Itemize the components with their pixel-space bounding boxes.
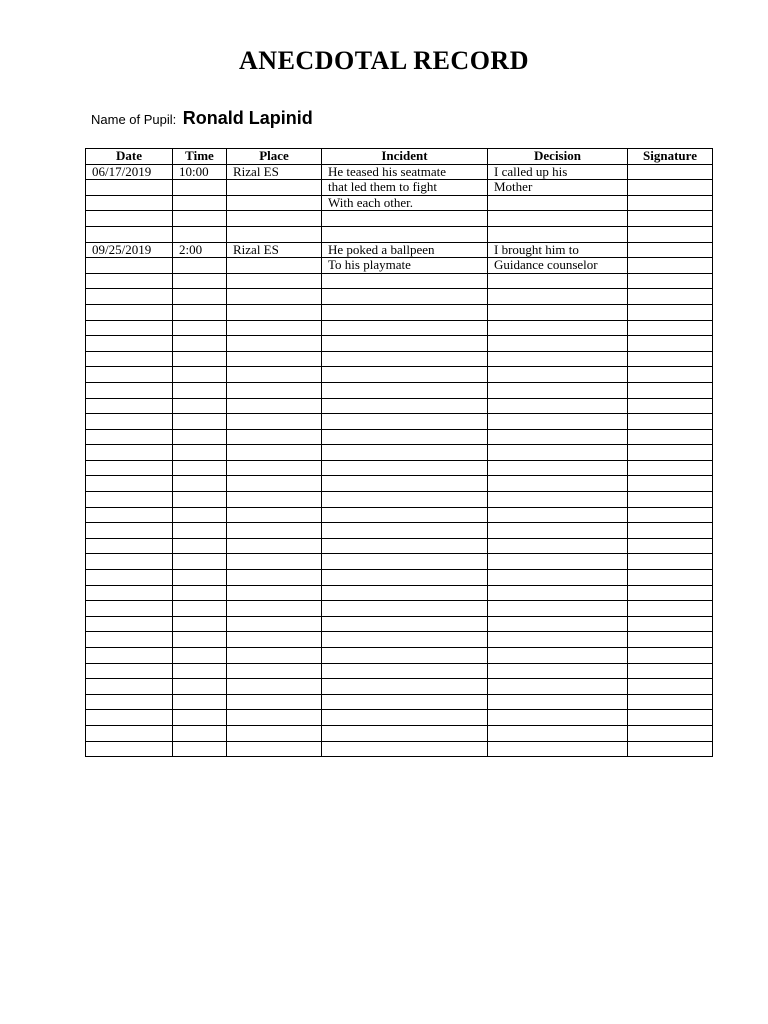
- cell-decision: Mother: [488, 180, 628, 196]
- cell-decision: [488, 601, 628, 617]
- cell-time: [173, 632, 227, 648]
- cell-date: [86, 741, 173, 757]
- cell-time: [173, 382, 227, 398]
- column-header-signature: Signature: [628, 149, 713, 165]
- cell-place: [227, 195, 322, 211]
- cell-date: [86, 648, 173, 664]
- cell-decision: [488, 336, 628, 352]
- cell-signature: [628, 351, 713, 367]
- table-row: [86, 679, 713, 695]
- cell-signature: [628, 226, 713, 242]
- cell-date: [86, 585, 173, 601]
- cell-decision: [488, 320, 628, 336]
- cell-signature: [628, 273, 713, 289]
- cell-incident: [322, 398, 488, 414]
- cell-time: [173, 648, 227, 664]
- cell-time: [173, 180, 227, 196]
- cell-date: [86, 414, 173, 430]
- cell-date: [86, 679, 173, 695]
- cell-signature: [628, 382, 713, 398]
- cell-date: [86, 710, 173, 726]
- cell-place: [227, 226, 322, 242]
- cell-place: Rizal ES: [227, 164, 322, 180]
- cell-decision: [488, 226, 628, 242]
- table-row: [86, 632, 713, 648]
- table-row: [86, 414, 713, 430]
- cell-decision: [488, 304, 628, 320]
- cell-signature: [628, 538, 713, 554]
- table-row: [86, 289, 713, 305]
- cell-place: [227, 585, 322, 601]
- cell-date: [86, 663, 173, 679]
- cell-place: [227, 492, 322, 508]
- cell-date: [86, 211, 173, 227]
- table-row: [86, 554, 713, 570]
- column-header-time: Time: [173, 149, 227, 165]
- cell-time: [173, 694, 227, 710]
- cell-time: [173, 211, 227, 227]
- cell-decision: [488, 273, 628, 289]
- cell-incident: [322, 414, 488, 430]
- cell-place: [227, 289, 322, 305]
- cell-date: [86, 351, 173, 367]
- table-row: [86, 523, 713, 539]
- cell-decision: [488, 351, 628, 367]
- cell-time: [173, 585, 227, 601]
- cell-date: [86, 429, 173, 445]
- cell-time: [173, 351, 227, 367]
- column-header-incident: Incident: [322, 149, 488, 165]
- cell-place: [227, 694, 322, 710]
- table-row: [86, 507, 713, 523]
- table-row: [86, 585, 713, 601]
- table-row: [86, 741, 713, 757]
- cell-date: 06/17/2019: [86, 164, 173, 180]
- cell-date: [86, 725, 173, 741]
- cell-decision: [488, 663, 628, 679]
- cell-date: [86, 336, 173, 352]
- cell-decision: [488, 648, 628, 664]
- table-row: [86, 164, 713, 180]
- cell-incident: [322, 710, 488, 726]
- cell-decision: Guidance counselor: [488, 258, 628, 274]
- cell-signature: [628, 725, 713, 741]
- cell-signature: [628, 632, 713, 648]
- table-row: [86, 616, 713, 632]
- cell-incident: [322, 679, 488, 695]
- cell-date: [86, 398, 173, 414]
- cell-date: [86, 445, 173, 461]
- cell-time: [173, 616, 227, 632]
- cell-signature: [628, 164, 713, 180]
- table-row: [86, 320, 713, 336]
- cell-incident: [322, 226, 488, 242]
- cell-date: [86, 507, 173, 523]
- table-row: [86, 725, 713, 741]
- cell-decision: [488, 429, 628, 445]
- cell-signature: [628, 320, 713, 336]
- cell-time: [173, 476, 227, 492]
- cell-date: [86, 476, 173, 492]
- cell-time: [173, 258, 227, 274]
- cell-incident: [322, 289, 488, 305]
- cell-decision: [488, 382, 628, 398]
- cell-incident: [322, 694, 488, 710]
- table-row: [86, 538, 713, 554]
- cell-incident: [322, 725, 488, 741]
- table-row: [86, 648, 713, 664]
- cell-place: [227, 382, 322, 398]
- cell-date: [86, 601, 173, 617]
- table-row: [86, 492, 713, 508]
- cell-signature: [628, 679, 713, 695]
- column-header-date: Date: [86, 149, 173, 165]
- table-row: [86, 429, 713, 445]
- cell-place: [227, 351, 322, 367]
- cell-signature: [628, 289, 713, 305]
- cell-decision: [488, 585, 628, 601]
- cell-decision: [488, 632, 628, 648]
- cell-incident: [322, 211, 488, 227]
- cell-incident: [322, 601, 488, 617]
- cell-decision: [488, 289, 628, 305]
- cell-date: [86, 523, 173, 539]
- cell-date: [86, 694, 173, 710]
- cell-signature: [628, 523, 713, 539]
- cell-signature: [628, 195, 713, 211]
- cell-time: [173, 445, 227, 461]
- cell-place: Rizal ES: [227, 242, 322, 258]
- cell-time: [173, 554, 227, 570]
- table-row: [86, 258, 713, 274]
- table-row: [86, 476, 713, 492]
- cell-date: [86, 304, 173, 320]
- cell-decision: [488, 476, 628, 492]
- pupil-name-value: Ronald Lapinid: [182, 108, 313, 128]
- cell-time: 10:00: [173, 164, 227, 180]
- cell-place: [227, 476, 322, 492]
- cell-time: [173, 507, 227, 523]
- cell-incident: [322, 632, 488, 648]
- cell-signature: [628, 336, 713, 352]
- cell-time: [173, 226, 227, 242]
- cell-place: [227, 429, 322, 445]
- pupil-name-label: Name of Pupil:: [91, 112, 177, 127]
- cell-signature: [628, 304, 713, 320]
- table-row: [86, 601, 713, 617]
- cell-incident: [322, 507, 488, 523]
- cell-time: [173, 289, 227, 305]
- cell-incident: [322, 523, 488, 539]
- cell-incident: [322, 492, 488, 508]
- anecdotal-record-table: [85, 148, 713, 757]
- cell-decision: [488, 523, 628, 539]
- cell-place: [227, 336, 322, 352]
- table-row: [86, 710, 713, 726]
- cell-time: [173, 523, 227, 539]
- cell-incident: [322, 616, 488, 632]
- cell-time: [173, 429, 227, 445]
- cell-date: 09/25/2019: [86, 242, 173, 258]
- cell-date: [86, 226, 173, 242]
- cell-incident: [322, 570, 488, 586]
- cell-place: [227, 679, 322, 695]
- cell-date: [86, 554, 173, 570]
- cell-signature: [628, 710, 713, 726]
- cell-incident: [322, 336, 488, 352]
- cell-signature: [628, 211, 713, 227]
- cell-time: [173, 195, 227, 211]
- table-row: [86, 273, 713, 289]
- cell-place: [227, 741, 322, 757]
- cell-decision: [488, 414, 628, 430]
- cell-incident: [322, 460, 488, 476]
- document-title: ANECDOTAL RECORD: [239, 46, 529, 75]
- cell-place: [227, 632, 322, 648]
- cell-incident: [322, 648, 488, 664]
- cell-signature: [628, 570, 713, 586]
- cell-incident: He teased his seatmate: [322, 164, 488, 180]
- cell-place: [227, 460, 322, 476]
- cell-place: [227, 538, 322, 554]
- cell-place: [227, 258, 322, 274]
- cell-decision: [488, 195, 628, 211]
- table-row: [86, 398, 713, 414]
- cell-signature: [628, 445, 713, 461]
- cell-decision: I called up his: [488, 164, 628, 180]
- cell-incident: [322, 445, 488, 461]
- cell-incident: [322, 351, 488, 367]
- table-row: [86, 570, 713, 586]
- cell-date: [86, 492, 173, 508]
- table-row: [86, 460, 713, 476]
- cell-date: [86, 320, 173, 336]
- cell-decision: [488, 460, 628, 476]
- cell-date: [86, 180, 173, 196]
- cell-date: [86, 367, 173, 383]
- cell-place: [227, 710, 322, 726]
- cell-signature: [628, 429, 713, 445]
- cell-signature: [628, 242, 713, 258]
- cell-time: [173, 710, 227, 726]
- cell-incident: To his playmate: [322, 258, 488, 274]
- table-body: [86, 164, 713, 757]
- cell-incident: [322, 382, 488, 398]
- cell-incident: [322, 538, 488, 554]
- cell-signature: [628, 492, 713, 508]
- cell-signature: [628, 258, 713, 274]
- cell-date: [86, 382, 173, 398]
- cell-date: [86, 570, 173, 586]
- cell-decision: [488, 445, 628, 461]
- cell-place: [227, 663, 322, 679]
- table-row: [86, 195, 713, 211]
- cell-place: [227, 320, 322, 336]
- cell-time: [173, 273, 227, 289]
- cell-place: [227, 367, 322, 383]
- cell-signature: [628, 507, 713, 523]
- cell-decision: [488, 725, 628, 741]
- cell-incident: [322, 585, 488, 601]
- cell-date: [86, 273, 173, 289]
- cell-place: [227, 507, 322, 523]
- cell-place: [227, 554, 322, 570]
- cell-incident: [322, 429, 488, 445]
- cell-place: [227, 523, 322, 539]
- table-row: [86, 242, 713, 258]
- cell-decision: [488, 710, 628, 726]
- cell-signature: [628, 180, 713, 196]
- cell-incident: that led them to fight: [322, 180, 488, 196]
- cell-incident: He poked a ballpeen: [322, 242, 488, 258]
- table-row: [86, 445, 713, 461]
- table-row: [86, 211, 713, 227]
- cell-time: [173, 570, 227, 586]
- cell-signature: [628, 585, 713, 601]
- cell-date: [86, 616, 173, 632]
- column-header-place: Place: [227, 149, 322, 165]
- table-row: [86, 180, 713, 196]
- cell-date: [86, 258, 173, 274]
- cell-time: [173, 538, 227, 554]
- cell-signature: [628, 616, 713, 632]
- cell-decision: [488, 616, 628, 632]
- cell-decision: [488, 211, 628, 227]
- pupil-name-line: [91, 108, 313, 129]
- cell-place: [227, 398, 322, 414]
- cell-place: [227, 273, 322, 289]
- cell-place: [227, 601, 322, 617]
- cell-time: 2:00: [173, 242, 227, 258]
- table-row: [86, 351, 713, 367]
- cell-date: [86, 538, 173, 554]
- cell-decision: [488, 398, 628, 414]
- cell-decision: [488, 492, 628, 508]
- cell-time: [173, 367, 227, 383]
- cell-time: [173, 320, 227, 336]
- cell-decision: [488, 538, 628, 554]
- cell-time: [173, 679, 227, 695]
- cell-incident: [322, 476, 488, 492]
- cell-time: [173, 304, 227, 320]
- cell-incident: [322, 367, 488, 383]
- cell-time: [173, 725, 227, 741]
- cell-date: [86, 460, 173, 476]
- cell-time: [173, 460, 227, 476]
- table-header-row: [86, 149, 713, 165]
- cell-incident: With each other.: [322, 195, 488, 211]
- cell-signature: [628, 554, 713, 570]
- cell-date: [86, 632, 173, 648]
- cell-incident: [322, 741, 488, 757]
- cell-decision: [488, 507, 628, 523]
- cell-time: [173, 741, 227, 757]
- cell-decision: [488, 679, 628, 695]
- cell-place: [227, 304, 322, 320]
- cell-date: [86, 195, 173, 211]
- cell-time: [173, 336, 227, 352]
- column-header-decision: Decision: [488, 149, 628, 165]
- cell-signature: [628, 663, 713, 679]
- cell-place: [227, 445, 322, 461]
- cell-incident: [322, 663, 488, 679]
- cell-place: [227, 648, 322, 664]
- cell-date: [86, 289, 173, 305]
- cell-place: [227, 725, 322, 741]
- cell-signature: [628, 648, 713, 664]
- cell-signature: [628, 414, 713, 430]
- cell-place: [227, 180, 322, 196]
- table-row: [86, 336, 713, 352]
- cell-time: [173, 492, 227, 508]
- table-row: [86, 382, 713, 398]
- cell-signature: [628, 398, 713, 414]
- cell-signature: [628, 476, 713, 492]
- cell-signature: [628, 601, 713, 617]
- cell-signature: [628, 460, 713, 476]
- cell-decision: [488, 741, 628, 757]
- cell-decision: I brought him to: [488, 242, 628, 258]
- cell-place: [227, 570, 322, 586]
- cell-decision: [488, 554, 628, 570]
- cell-time: [173, 601, 227, 617]
- cell-signature: [628, 741, 713, 757]
- cell-time: [173, 414, 227, 430]
- cell-place: [227, 414, 322, 430]
- table-row: [86, 226, 713, 242]
- table-row: [86, 663, 713, 679]
- cell-decision: [488, 694, 628, 710]
- cell-place: [227, 616, 322, 632]
- table-row: [86, 694, 713, 710]
- cell-incident: [322, 320, 488, 336]
- cell-incident: [322, 273, 488, 289]
- cell-decision: [488, 367, 628, 383]
- cell-signature: [628, 367, 713, 383]
- table-row: [86, 367, 713, 383]
- cell-time: [173, 663, 227, 679]
- cell-time: [173, 398, 227, 414]
- cell-decision: [488, 570, 628, 586]
- table-row: [86, 304, 713, 320]
- cell-incident: [322, 304, 488, 320]
- cell-signature: [628, 694, 713, 710]
- cell-place: [227, 211, 322, 227]
- cell-incident: [322, 554, 488, 570]
